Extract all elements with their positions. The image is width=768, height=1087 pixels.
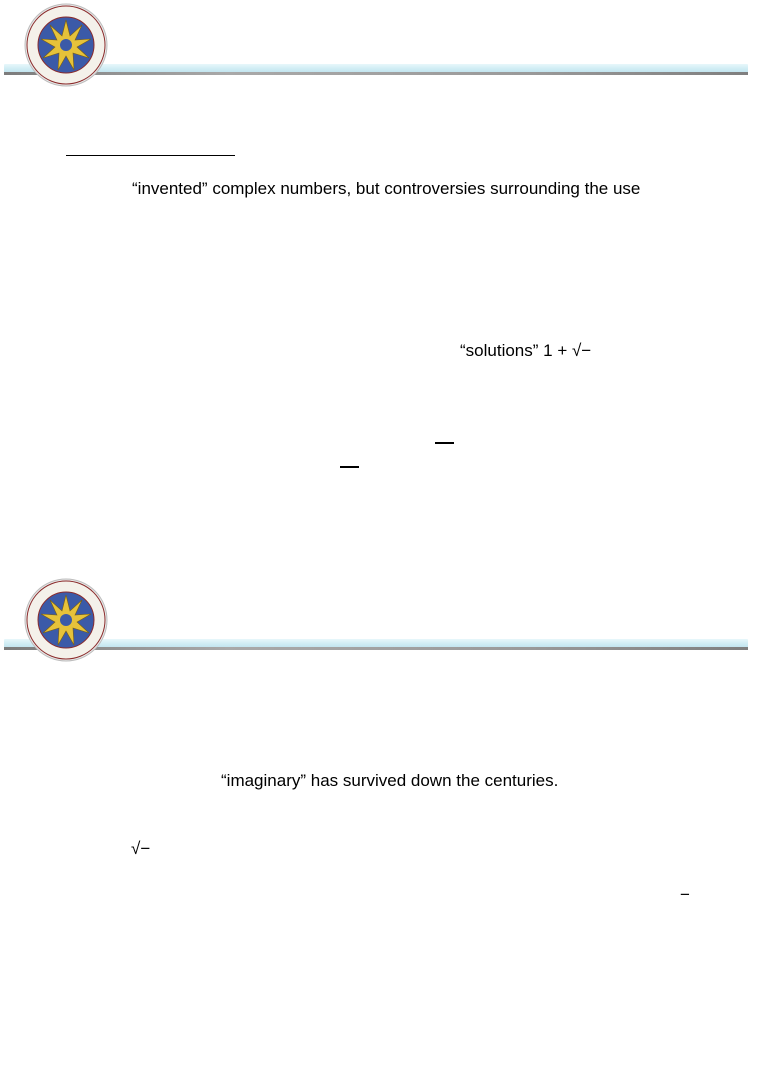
university-seal-logo (24, 3, 108, 87)
header-rule (4, 647, 748, 650)
body-text-minus: − (680, 885, 690, 904)
body-text-sqrt: √− (131, 839, 151, 858)
slide-1 (0, 0, 768, 512)
header-rule (4, 72, 748, 75)
body-text-solutions: “solutions” 1 + √− (460, 341, 592, 360)
slide-2 (0, 575, 768, 1087)
body-text-invented: “invented” complex numbers, but controversies surrounding the use (132, 179, 641, 198)
fraction-bar (435, 442, 454, 444)
university-seal-logo (24, 578, 108, 662)
footnote-rule (66, 155, 235, 156)
fraction-bar (340, 466, 359, 468)
body-text-imaginary: “imaginary” has survived down the centuries. (221, 771, 559, 790)
